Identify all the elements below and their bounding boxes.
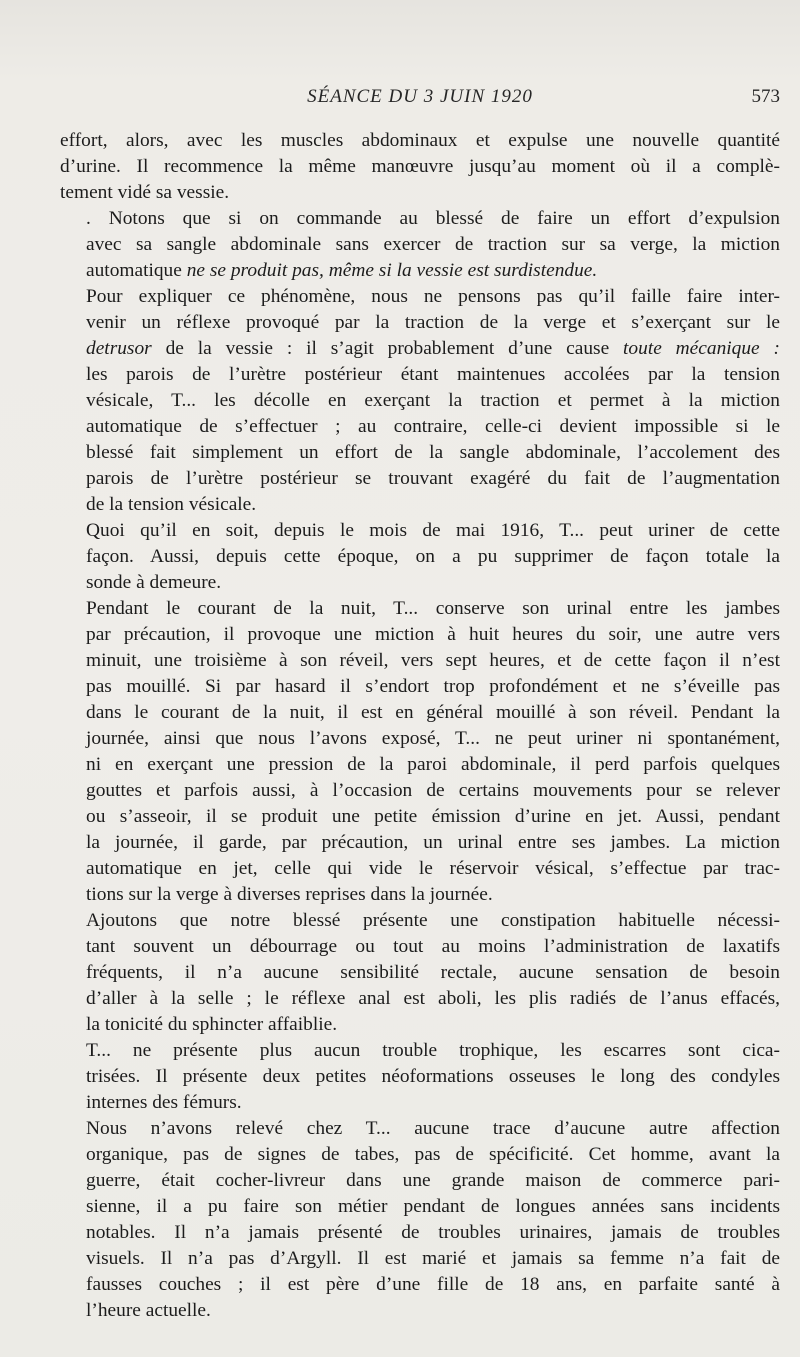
page-header [60,86,780,114]
text-line: Pendant le courant de la nuit, T... conserve son urinal entre les jambes [86,598,780,619]
text-line: Nous n’avons relevé chez T... aucune trace d’aucune autre affection [86,1118,780,1139]
text-line: automatique en jet, celle qui vide le réservoir vésical, s’effectue par trac- [86,858,780,879]
text-line: fausses couches ; il est père d’une fille de 18 ans, en parfaite santé à [86,1274,780,1295]
text-line [60,258,780,284]
text-line: venir un réflexe provoqué par la traction de la verge et s’exerçant sur le [86,312,780,333]
text-line [60,336,780,362]
text-line: internes des fémurs. [86,1092,242,1113]
text-line: notables. Il n’a jamais présenté de troubles urinaires, jamais de troubles [86,1222,780,1243]
paragraph [60,128,780,206]
text-line: journée, ainsi que nous l’avons exposé, T... ne peut uriner ni spontanément, [86,728,780,749]
text-run: de la vessie : il s’agit probablement d’une cause [151,338,624,359]
text-line: les parois de l’urètre postérieur étant maintenues accolées par la tension [86,364,780,385]
text-line: parois de l’urètre postérieur se trouvant exagéré du fait de l’augmentation [86,468,780,489]
paragraph [60,284,780,518]
text-line: l’heure actuelle. [86,1300,211,1321]
page-number: 573 [751,86,780,107]
italic-run: ne se produit pas, même si la vessie est surdistendue. [186,260,598,281]
text-run: automatique [86,260,187,281]
text-line: blessé fait simplement un effort de la sangle abdominale, l’accolement des [86,442,780,463]
text-line: avec sa sangle abdominale sans exercer de traction sur sa verge, la miction [86,234,780,255]
text-line: effort, alors, avec les muscles abdominaux et expulse une nouvelle quantité [60,130,780,151]
text-line: tant souvent un débourrage ou tout au moins l’administration de laxatifs [86,936,780,957]
text-line: tement vidé sa vessie. [60,182,230,203]
paragraph [60,1038,780,1116]
text-line: minuit, une troisième à son réveil, vers sept heures, et de cette façon il n’est [86,650,780,671]
text-line: vésicale, T... les décolle en exerçant la traction et permet à la miction [86,390,780,411]
body-text [60,128,780,1324]
text-line: Pour expliquer ce phénomène, nous ne pensons pas qu’il faille faire inter- [86,286,780,307]
paragraph [60,596,780,908]
text-line: T... ne présente plus aucun trouble trophique, les escarres sont cica- [86,1040,780,1061]
text-line: sienne, il a pu faire son métier pendant de longues années sans incidents [86,1196,780,1217]
paragraph [60,908,780,1038]
text-line: d’urine. Il recommence la même manœuvre jusqu’au moment où il a complè- [60,156,780,177]
italic-run: detrusor [86,338,152,359]
text-line: visuels. Il n’a pas d’Argyll. Il est marié et jamais sa femme n’a fait de [86,1248,780,1269]
text-line: pas mouillé. Si par hasard il s’endort trop profondément et ne s’éveille pas [86,676,780,697]
text-line: la journée, il garde, par précaution, un urinal entre ses jambes. La miction [86,832,780,853]
italic-run: toute mécanique : [623,338,780,359]
text-line: gouttes et parfois aussi, à l’occasion de certains mouvements pour se relever [86,780,780,801]
text-line: Ajoutons que notre blessé présente une constipation habituelle nécessi- [86,910,780,931]
text-line: dans le courant de la nuit, il est en général mouillé à son réveil. Pendant la [86,702,780,723]
text-line: par précaution, il provoque une miction à huit heures du soir, une autre vers [86,624,780,645]
text-line: façon. Aussi, depuis cette époque, on a pu supprimer de façon totale la [86,546,780,567]
text-line: . Notons que si on commande au blessé de faire un effort d’expulsion [86,208,780,229]
paragraph [60,518,780,596]
running-head: SÉANCE DU 3 JUIN 1920 [307,86,533,107]
text-line: trisées. Il présente deux petites néoformations osseuses le long des condyles [86,1066,780,1087]
text-line: guerre, était cocher-livreur dans une grande maison de commerce pari- [86,1170,780,1191]
text-line: Quoi qu’il en soit, depuis le mois de mai 1916, T... peut uriner de cette [86,520,780,541]
text-line: d’aller à la selle ; le réflexe anal est aboli, les plis radiés de l’anus effacés, [86,988,780,1009]
text-line: ou s’asseoir, il se produit une petite émission d’urine en jet. Aussi, pendant [86,806,780,827]
text-line: fréquents, il n’a aucune sensibilité rectale, aucune sensation de besoin [86,962,780,983]
text-line: de la tension vésicale. [86,494,257,515]
paragraph [60,206,780,284]
text-line: automatique de s’effectuer ; au contraire, celle-ci devient impossible si le [86,416,780,437]
text-line: la tonicité du sphincter affaiblie. [86,1014,338,1035]
text-line: organique, pas de signes de tabes, pas de spécificité. Cet homme, avant la [86,1144,780,1165]
text-line: tions sur la verge à diverses reprises dans la journée. [86,884,493,905]
paragraph [60,1116,780,1324]
text-line: ni en exerçant une pression de la paroi abdominale, il perd parfois quelques [86,754,780,775]
text-line: sonde à demeure. [86,572,222,593]
